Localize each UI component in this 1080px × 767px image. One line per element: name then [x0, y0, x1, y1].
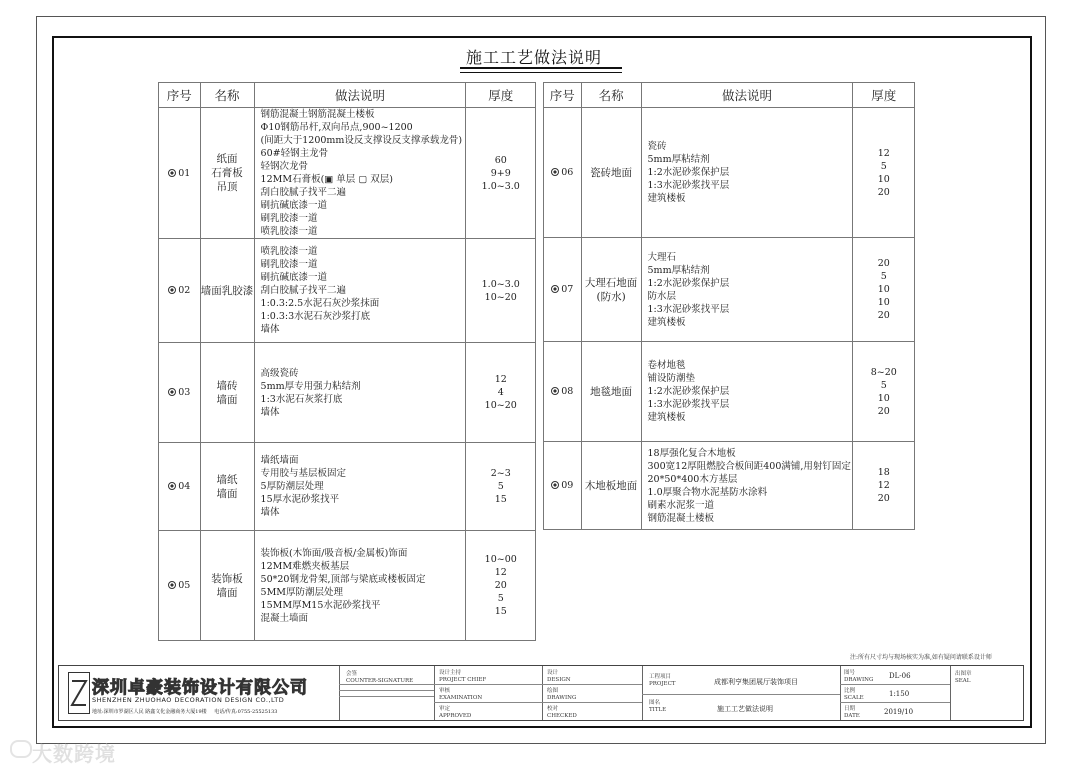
thickness-value: 12 — [877, 147, 890, 159]
design-label-en: DESIGN — [547, 677, 571, 683]
description-line: 60#轻钢主龙骨 — [260, 148, 329, 159]
thickness-value: 10 — [877, 173, 890, 185]
company-address — [92, 708, 277, 715]
header-thickness: 厚度 — [853, 83, 915, 108]
row-thickness — [466, 343, 536, 443]
description-line: 1:2水泥砂浆保护层 — [647, 277, 730, 289]
description-line: 瓷砖 — [647, 141, 667, 152]
header-name: 名称 — [581, 83, 641, 108]
header-no: 序号 — [544, 83, 582, 108]
description-line: 铺设防潮垫 — [647, 373, 696, 384]
description-line: 1:0.3:3水泥石灰沙浆打底 — [260, 311, 371, 322]
row-number-text: 06 — [561, 167, 574, 178]
address-text: 地址:深圳市罗湖区人民 路鑫文化金融商务大厦19楼 — [92, 709, 207, 715]
row-name-line: 瓷砖地面 — [590, 166, 633, 179]
description-line: 5mm厚专用强力粘结剂 — [260, 380, 361, 392]
description-line: 刷乳胶漆一道 — [260, 259, 318, 270]
approved-label-en: APPROVED — [439, 713, 472, 719]
description-line: 墙纸墙面 — [260, 455, 299, 466]
row-description — [254, 108, 466, 239]
row-number — [159, 343, 201, 443]
description-line: 刷抗碱底漆一道 — [260, 200, 328, 211]
design-label: 设计 — [547, 670, 559, 676]
description-line: 轻钢次龙骨 — [260, 161, 309, 172]
marker-icon — [551, 481, 559, 489]
title-label: 图名 — [649, 700, 661, 706]
description-line: 建筑楼板 — [647, 193, 686, 204]
row-number — [159, 443, 201, 531]
marker-icon — [168, 169, 176, 177]
row-thickness — [853, 108, 915, 238]
row-name-line: (防水) — [596, 290, 626, 303]
scale-label: 比例 — [844, 688, 856, 694]
description-line: 1:0.3:2.5水泥石灰沙浆抹面 — [260, 298, 380, 309]
row-number — [544, 238, 582, 342]
thickness-value: 8~20 — [870, 366, 897, 378]
description-line: 卷材地毯 — [647, 360, 686, 371]
row-name-line: 纸面 — [216, 153, 238, 165]
footnote: 注:所有尺寸均与现场核实为准,如有疑问请联系设计师 — [850, 654, 992, 661]
row-number — [159, 531, 201, 641]
row-name — [200, 443, 254, 531]
table-row — [159, 531, 536, 641]
row-name — [581, 238, 641, 342]
row-name-line: 墙面 — [216, 393, 238, 406]
thickness-value: 10 — [877, 297, 890, 308]
company-logo — [68, 672, 90, 714]
thickness-value: 10~20 — [484, 291, 517, 303]
description-line: 1:3水泥石灰浆打底 — [260, 393, 343, 405]
table-row — [159, 108, 536, 239]
row-number-text: 08 — [561, 386, 574, 397]
row-number-text: 02 — [178, 285, 191, 296]
description-line: 高级瓷砖 — [260, 367, 299, 379]
marker-icon — [168, 482, 176, 490]
row-thickness — [466, 443, 536, 531]
table-row — [544, 442, 915, 530]
project-chief-label: 设计主持 — [439, 670, 462, 676]
row-description — [254, 239, 466, 343]
checked-label-en: CHECKED — [547, 713, 577, 719]
thickness-value: 1.0~3.0 — [481, 278, 520, 290]
description-line: Φ10钢筋吊杆,双向吊点,900~1200 — [260, 122, 413, 133]
company-name-en: SHENZHEN ZHUOHAO DECORATION DESIGN CO.,LTD — [92, 696, 285, 704]
description-line: 喷乳胶漆一道 — [260, 246, 318, 257]
description-line: 50*20钢龙骨架,顶部与梁底或楼板固定 — [260, 573, 426, 585]
row-number-text: 05 — [178, 580, 191, 591]
row-number — [159, 108, 201, 239]
thickness-value: 20 — [877, 310, 890, 321]
drawing-no-label-en: DRAWING — [844, 677, 874, 683]
spec-table-right — [543, 82, 915, 530]
description-line: 20*50*400木方基层 — [647, 473, 738, 485]
row-name — [200, 343, 254, 443]
row-thickness — [466, 239, 536, 343]
thickness-value: 20 — [877, 258, 890, 269]
row-name — [581, 442, 641, 530]
phone-text: 电话/传真:0755-25525133 — [214, 709, 278, 715]
sheet-title: 施工工艺做法说明 — [466, 48, 603, 67]
row-number-text: 04 — [178, 481, 191, 492]
row-number-text: 03 — [178, 387, 191, 398]
marker-icon — [551, 168, 559, 176]
description-line: 1.0厚聚合物水泥基防水涂料 — [647, 486, 768, 498]
date-value: 2019/10 — [884, 708, 914, 716]
row-name — [200, 239, 254, 343]
marker-icon — [168, 388, 176, 396]
spec-table-left — [158, 82, 536, 641]
thickness-value: 20 — [494, 580, 507, 591]
description-line: 15MM厚M15水泥砂浆找平 — [260, 599, 381, 611]
description-line: 1:2水泥砂浆保护层 — [647, 386, 730, 397]
company-name: 深圳卓豪装饰设计有限公司 — [92, 678, 308, 698]
project-chief-label-en: PROJECT CHIEF — [439, 677, 487, 683]
drawing-label: 绘图 — [547, 688, 559, 694]
table-row — [159, 443, 536, 531]
thickness-value: 12 — [494, 374, 507, 385]
row-description — [641, 442, 853, 530]
description-line: 18厚强化复合木地板 — [647, 447, 736, 459]
thickness-value: 5 — [497, 593, 504, 604]
header-desc: 做法说明 — [254, 83, 466, 108]
watermark-icon — [10, 740, 32, 758]
description-line: 装饰板(木饰面/吸音板/金属板)饰面 — [260, 547, 408, 559]
description-line: 大理石 — [647, 251, 677, 263]
row-number — [544, 342, 582, 442]
thickness-value: 10~20 — [484, 400, 517, 411]
header-desc: 做法说明 — [641, 83, 853, 108]
description-line: 刮白胶腻子找平二遍 — [260, 187, 347, 198]
marker-icon — [168, 286, 176, 294]
row-name — [200, 531, 254, 641]
examination-label-en: EXAMINATION — [439, 695, 483, 701]
description-line: 1:2水泥砂浆保护层 — [647, 167, 730, 178]
row-number — [159, 239, 201, 343]
drawing-no-label: 图号 — [844, 670, 856, 676]
thickness-value: 15 — [494, 494, 507, 505]
table-row — [544, 108, 915, 238]
row-name-line: 墙面 — [216, 487, 238, 500]
table-row — [159, 343, 536, 443]
description-line: 1:3水泥砂浆找平层 — [647, 399, 730, 410]
row-name-line: 墙砖 — [216, 379, 238, 392]
thickness-value: 10~00 — [484, 554, 517, 565]
row-thickness — [466, 531, 536, 641]
description-line: 防水层 — [647, 290, 677, 302]
thickness-value: 5 — [497, 481, 504, 492]
row-name-line: 墙面 — [216, 586, 238, 599]
row-name-line: 木地板地面 — [584, 479, 638, 492]
table-header-row — [544, 83, 915, 108]
header-no: 序号 — [159, 83, 201, 108]
project-label: 工程项目 — [649, 674, 672, 680]
description-line: 5MM厚防潮层处理 — [260, 586, 344, 598]
row-description — [254, 343, 466, 443]
description-line: 15厚水泥砂浆找平 — [260, 494, 340, 505]
row-number-text: 09 — [561, 480, 574, 491]
description-line: 建筑楼板 — [647, 412, 686, 423]
description-line: 专用胶与基层板固定 — [260, 468, 347, 479]
row-name-line: 墙面乳胶漆 — [200, 284, 254, 297]
countersign-label-en: COUNTER-SIGNATURE — [346, 678, 414, 684]
drawing-title-value: 施工工艺做法说明 — [717, 705, 773, 713]
row-name-line: 装饰板 — [211, 572, 243, 585]
description-line: 建筑楼板 — [647, 316, 686, 328]
thickness-value: 15 — [494, 606, 507, 617]
description-line: 12MM难燃夹板基层 — [260, 560, 350, 572]
thickness-value: 12 — [877, 480, 890, 491]
description-line: (间距大于1200mm设反支撑设反支撑承载龙骨) — [260, 135, 463, 146]
description-line: 1:3水泥砂浆找平层 — [647, 180, 730, 191]
approved-label: 审定 — [439, 706, 451, 712]
description-line: 刷抗碱底漆一道 — [260, 272, 328, 283]
description-line: 5厚防潮层处理 — [260, 481, 324, 492]
thickness-value: 10 — [877, 392, 890, 404]
row-thickness — [853, 442, 915, 530]
description-line: 钢筋混凝土钢筋混凝土楼板 — [260, 109, 375, 120]
header-thickness: 厚度 — [466, 83, 536, 108]
row-number-text: 01 — [178, 167, 191, 179]
description-line: 300宽12厚阻燃胶合板间距400满铺,用射钉固定 — [647, 460, 851, 472]
table-header-row — [159, 83, 536, 108]
row-description — [254, 531, 466, 641]
row-thickness — [466, 108, 536, 239]
marker-icon — [551, 285, 559, 293]
thickness-value: 20 — [877, 405, 890, 417]
date-label-en: DATE — [844, 713, 860, 719]
project-label-en: PROJECT — [649, 681, 676, 687]
row-number — [544, 108, 582, 238]
table-row — [544, 342, 915, 442]
row-name — [200, 108, 254, 239]
row-thickness — [853, 238, 915, 342]
description-line: 刮白胶腻子找平二遍 — [260, 285, 347, 296]
scale-value: 1:150 — [889, 690, 910, 698]
marker-icon — [168, 581, 176, 589]
description-line: 钢筋混凝土楼板 — [647, 512, 715, 524]
thickness-value: 5 — [880, 271, 887, 282]
description-line: 喷乳胶漆一道 — [260, 226, 318, 237]
description-line: 墙体 — [260, 507, 280, 518]
watermark-text: 大数跨境 — [32, 742, 116, 766]
header-name: 名称 — [200, 83, 254, 108]
row-description — [254, 443, 466, 531]
thickness-value: 12 — [494, 567, 507, 578]
marker-icon — [551, 387, 559, 395]
thickness-value: 9+9 — [490, 167, 511, 179]
thickness-value: 4 — [497, 387, 504, 398]
description-line: 刷素水泥浆一道 — [647, 499, 715, 511]
description-line: 5mm厚粘结剂 — [647, 264, 710, 276]
thickness-value: 60 — [494, 154, 507, 166]
row-name-line: 吊顶 — [216, 181, 238, 193]
row-description — [641, 238, 853, 342]
description-line: 墙体 — [260, 406, 280, 418]
date-label: 日期 — [844, 706, 856, 712]
thickness-value: 20 — [877, 186, 890, 198]
checked-label: 校对 — [547, 706, 559, 712]
drawing-no: DL-06 — [889, 672, 911, 680]
title-underline — [460, 67, 622, 73]
drawing-label-en: DRAWING — [547, 695, 577, 701]
seal-label: 出图章 — [955, 671, 972, 677]
row-description — [641, 342, 853, 442]
row-name — [581, 342, 641, 442]
row-name-line: 石膏板 — [211, 167, 243, 179]
thickness-value: 1.0~3.0 — [481, 180, 520, 192]
row-name — [581, 108, 641, 238]
description-line: 1:3水泥砂浆找平层 — [647, 303, 730, 315]
row-number — [544, 442, 582, 530]
row-name-line: 墙纸 — [216, 473, 238, 486]
description-line: 刷乳胶漆一道 — [260, 213, 318, 224]
table-row — [159, 239, 536, 343]
row-description — [641, 108, 853, 238]
countersign-label: 会签 — [346, 671, 358, 677]
examination-label: 审核 — [439, 688, 451, 694]
thickness-value: 10 — [877, 284, 890, 295]
table-row — [544, 238, 915, 342]
thickness-value: 5 — [880, 379, 887, 391]
title-label-en: TITLE — [649, 707, 667, 713]
row-thickness — [853, 342, 915, 442]
seal-label-en: SEAL — [955, 678, 971, 684]
description-line: 墙体 — [260, 324, 280, 335]
project-name: 成都利亨集团展厅装饰项目 — [714, 678, 798, 686]
row-name-line: 地毯地面 — [590, 385, 633, 398]
thickness-value: 18 — [877, 467, 890, 478]
description-line: 12MM石膏板(▣ 单层 ▢ 双层) — [260, 174, 393, 185]
thickness-value: 5 — [880, 160, 887, 172]
scale-label-en: SCALE — [844, 695, 864, 701]
thickness-value: 2~3 — [490, 468, 511, 479]
row-number-text: 07 — [561, 284, 574, 295]
description-line: 混凝土墙面 — [260, 612, 309, 624]
description-line: 5mm厚粘结剂 — [647, 154, 710, 165]
thickness-value: 20 — [877, 493, 890, 504]
row-name-line: 大理石地面 — [584, 276, 638, 289]
